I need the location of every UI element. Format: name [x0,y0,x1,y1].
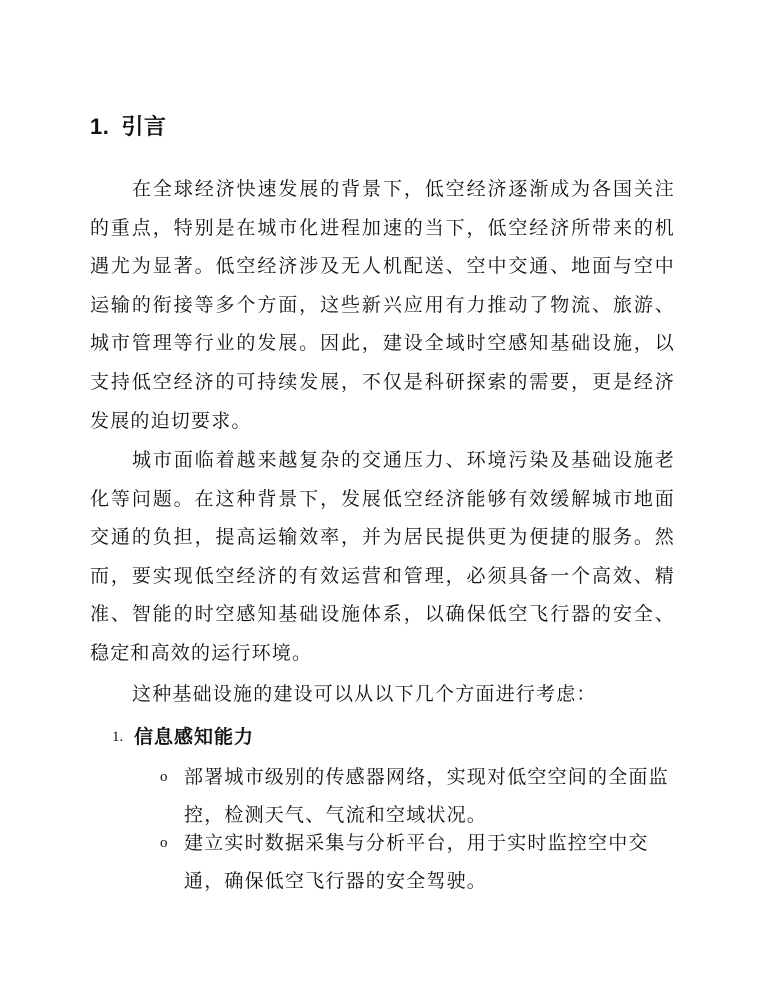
paragraph-1: 在全球经济快速发展的背景下，低空经济逐渐成为各国关注的重点，特别是在城市化进程加速的当下，低空经济所带来的机遇尤为显著。低空经济涉及无人机配送、空中交通、地面与空中运输的衔接等多个方面，这些新兴应用有力推动了物流、旅游、城市管理等行业的发展。因此，建设全域时空感知基础设施，以支持低空经济的可持续发展，不仅是科研探索的需要，更是经济发展的迫切要求。 [90,178,675,432]
section-heading [90,112,166,143]
circle-bullet-icon: o [160,835,169,851]
sub-list-item-2 [160,824,670,900]
list-item-1 [112,718,254,756]
paragraph-3: 这种基础设施的建设可以从以下几个方面进行考虑： [132,683,597,705]
section-number: 1. [90,114,110,139]
section-title: 引言 [121,115,167,140]
sub-list-item-text: 建立实时数据采集与分析平台，用于实时监控空中交通，确保低空飞行器的安全驾驶。 [184,832,649,892]
sub-list-item-text: 部署城市级别的传感器网络，实现对低空空间的全面监控，检测天气、气流和空域状况。 [184,766,669,826]
sub-list-item-1 [160,758,670,834]
circle-bullet-icon: o [160,769,169,785]
list-item-title: 信息感知能力 [134,726,255,748]
paragraph-2: 城市面临着越来越复杂的交通压力、环境污染及基础设施老化等问题。在这种背景下，发展低空经济能够有效缓解城市地面交通的负担，提高运输效率，并为居民提供更为便捷的服务。然而，要实现低空经济的有效运营和管理，必须具备一个高效、精准、智能的时空感知基础设施体系，以确保低空飞行器的安全、稳定和高效的运行环境。 [90,449,675,664]
list-marker: 1. [112,729,124,745]
